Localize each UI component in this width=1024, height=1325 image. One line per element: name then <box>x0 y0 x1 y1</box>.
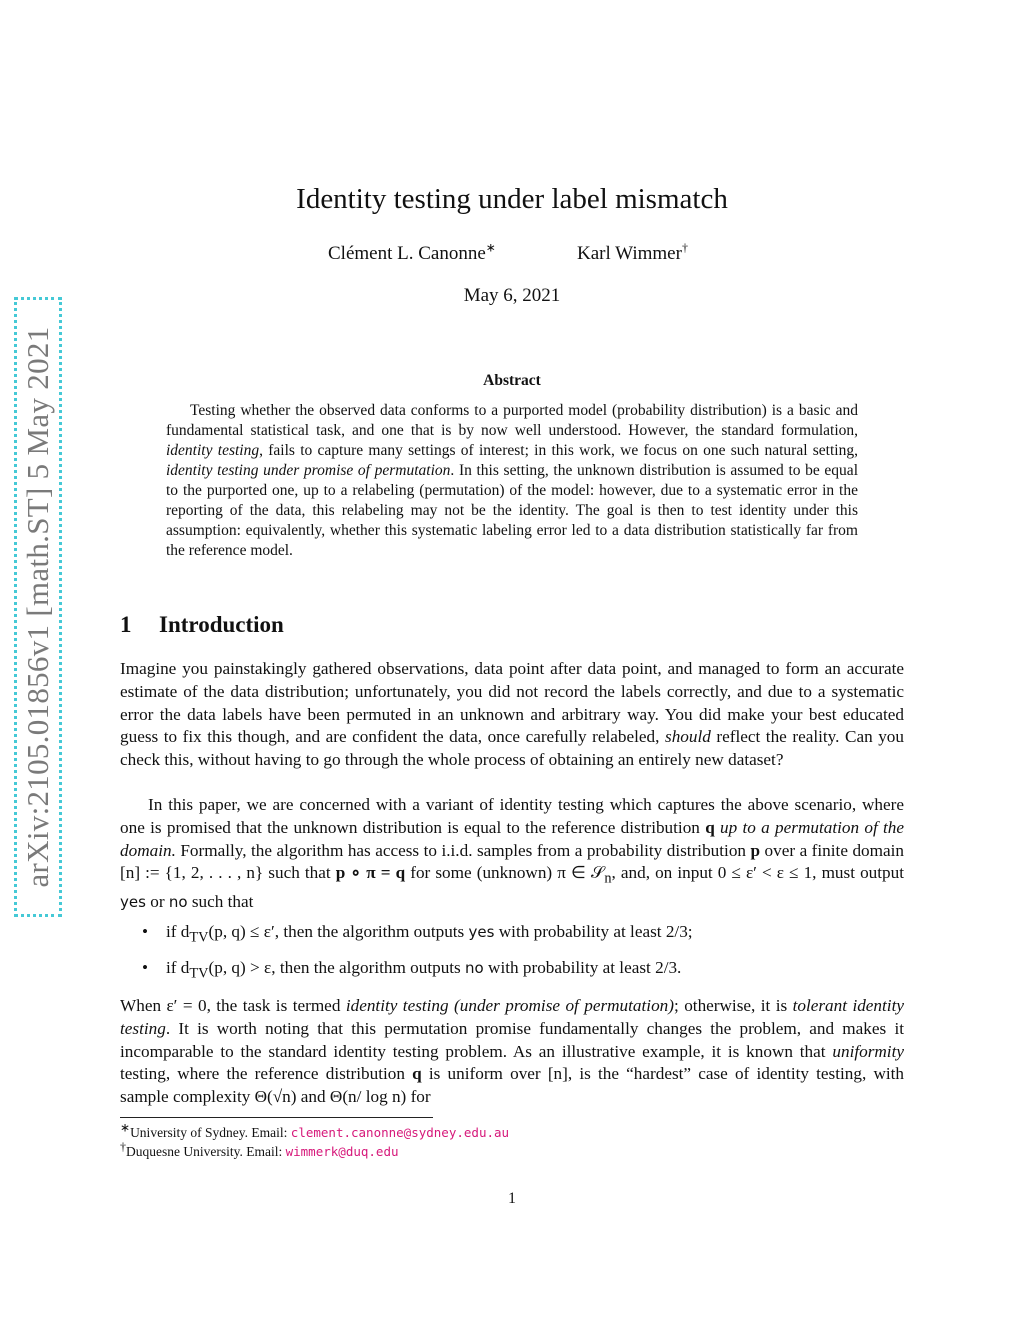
author-2-mark: † <box>681 240 688 255</box>
abstract-heading: Abstract <box>483 372 541 389</box>
paper-date: May 6, 2021 <box>463 285 561 306</box>
footnote-divider <box>120 1117 433 1118</box>
arxiv-stamp <box>14 297 62 917</box>
author-2 <box>577 240 688 265</box>
author-2-name: Karl Wimmer <box>577 243 682 264</box>
paper-title: Identity testing under label mismatch <box>296 183 728 215</box>
list-item: • if $d_{TV}(p$, q) ≤ ε′, then the algorithm outputs yes with probability at least 2/3; <box>142 922 693 946</box>
section-heading <box>120 612 284 638</box>
footnote-2: †Duquesne University. Email: wimmerk@duq.edu <box>120 1139 399 1159</box>
paragraph-2: In this paper, we are concerned with a variant of identity testing which captures the above scenario, where one is promised that the unknown distribution is equal to the reference distribution q up to a permutation of the domain. Formally, the algorithm has access to i.i.d. samples from a probability distribution p over a finite domain [n] := {1, 2, . . . , n} such that p ∘ π = q for some (unknown) π ∈ 𝒮$_n$, and, on input 0 ≤ ε′ < ε ≤ 1, must output yes or no such that <box>120 795 905 911</box>
footnotes <box>120 1120 510 1161</box>
condition-list <box>120 921 904 993</box>
email-link-1[interactable]: clement.canonne@sydney.edu.au <box>290 1125 510 1140</box>
email-link-2[interactable]: wimmerk@duq.edu <box>285 1144 399 1159</box>
page-number: 1 <box>508 1190 516 1207</box>
footnote-1: ∗University of Sydney. Email: clement.canonne@sydney.edu.au <box>120 1120 510 1140</box>
author-1 <box>328 240 496 265</box>
author-list <box>0 240 1024 273</box>
section-number: 1 <box>120 612 132 637</box>
author-1-mark: ∗ <box>485 240 496 255</box>
abstract-text: Testing whether the observed data conforms to a purported model (probability distribution) is a basic and fundamental statistical task, and one that is by now well understood. However, the standard formulation, identity testing, fails to capture many settings of interest; in this work, we focus on one such natural setting, identity testing under promise of permutation. In this setting, the unknown distribution is assumed to be equal to the purported one, up to a relabeling (permutation) of the model: however, due to a systematic error in the reporting of the data, this relabeling may not be the identity. The goal is then to test identity under this assumption: equivalently, whether this systematic labeling error led to a data distribution statistically far from the reference model. <box>166 402 858 559</box>
list-item: • if $d_{TV}(p$, q) > ε, then the algorithm outputs no with probability at least 2/3. <box>142 958 682 982</box>
section-title: Introduction <box>159 612 284 637</box>
author-1-name: Clément L. Canonne <box>328 243 486 264</box>
paragraph-3: When ε′ = 0, the task is termed identity testing (under promise of permutation); otherwise, it is tolerant identity testing. It is worth noting that this permutation promise fundamentally changes the problem, and makes it incomparable to the standard identity testing problem. As an illustrative example, it is known that uniformity testing, where the reference distribution q is uniform over [n], is the “hardest” case of identity testing, with sample complexity Θ(√n) and Θ(n/ log n) for <box>120 996 905 1107</box>
paragraph-1: Imagine you painstakingly gathered observations, data point after data point, and managed to form an accurate estimate of the data distribution; unfortunately, you did not record the labels correctly, and due to a systematic error the data labels have been permuted in an unknown and arbitrary way. You did make your best educated guess to fix this though, and are confident the data, once carefully relabeled, should reflect the reality. Can you check this, without having to go through the whole process of obtaining an entirely new dataset? <box>120 659 904 770</box>
arxiv-stamp-text: arXiv:2105.01856v1 [math.ST] 5 May 2021 <box>20 326 55 888</box>
